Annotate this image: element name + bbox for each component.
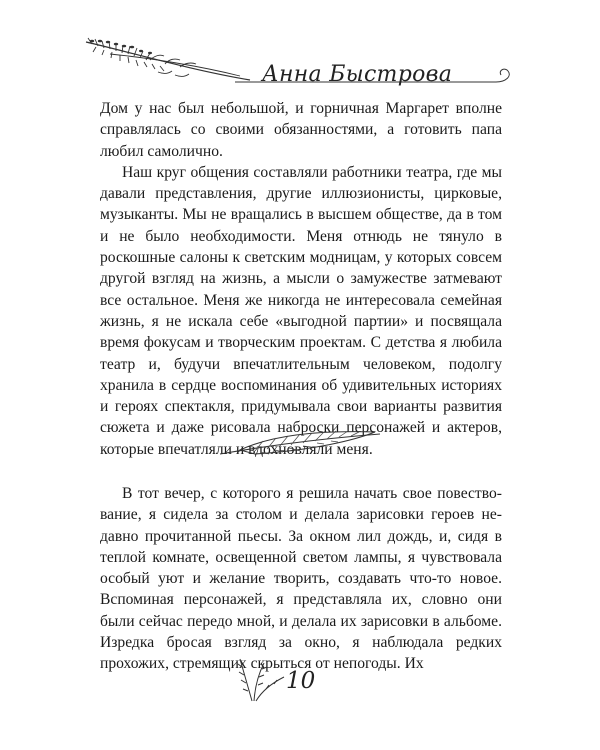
author-name: Анна Быстрова	[262, 62, 453, 87]
page-number: 10	[286, 668, 316, 694]
text-block-1	[100, 98, 502, 460]
paragraph: Наш круг общения составляли работники театра, где мы давали представления, другие иллюзионисты, цирковые, музыканты. Мы не вращались в высшем обществе, да в том и не было необходимости. Меня отнюдь не тянуло в роскошные салоны к светским модницам, у которых совсем другой взгляд на жизнь, а мысли о замужестве затмевают все остальное. Меня же никогда не интересовала семейная жизнь, я не искала себе «выгодной партии» и посвящала время фокусам и творческим проектам. С детства я любила театр и, будучи впечатлительным человеком, подолгу хранила в сердце воспоминания об удивительных историях и героях спектакля, придумывала свои варианты развития сюжета и даже рисовала наброски персонажей и актеров, которые впечатляли и вдохновляли меня.	[100, 163, 502, 458]
paragraph: Дом у нас был небольшой, и горничная Маргарет вполне справлялась со своими обязанностями, а готовить папа любил самолично.	[100, 100, 502, 160]
paragraph: В тот вечер, с которого я решила начать свое повествование, я сидела за столом и делала зарисовки героев недавно прочитанной пьесы. За окном лил дождь, и, сидя в теплой комнате, освещенной светом лампы, я чувствовала особый уют и желание творить, создавать что-то новое. Вспоминая персонажей, я представляла их, словно они были сейчас передо мной, и делала их зарисовки в альбоме. Изредка бросая взгляд за окно, я наблюдала редких прохожих, стремящих скрыться от непогоды. Их	[100, 485, 502, 673]
grass-sprig-icon	[222, 655, 292, 705]
text-block-2	[100, 483, 502, 675]
page-header	[0, 20, 600, 110]
feather-icon	[215, 428, 385, 462]
